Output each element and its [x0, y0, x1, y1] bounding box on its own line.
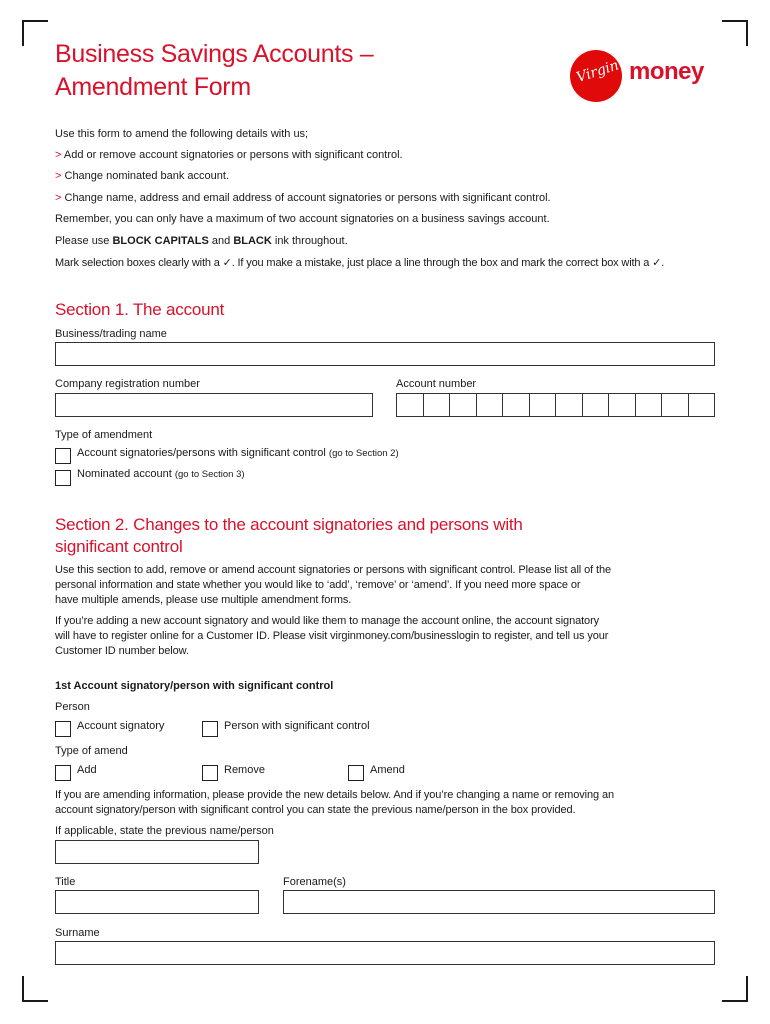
forename-input[interactable] [283, 890, 715, 914]
please-use-text: Please use [55, 235, 113, 247]
crop-mark-bottom-left [22, 976, 48, 1002]
intro-bullet [55, 191, 551, 205]
section-2-heading [55, 514, 523, 558]
business-name-label: Business/trading name [55, 328, 167, 340]
previous-name-label: If applicable, state the previous name/person [55, 825, 274, 837]
company-reg-input[interactable] [55, 393, 373, 417]
intro-mark-instructions [55, 256, 664, 270]
account-number-label: Account number [396, 378, 477, 390]
mark-text: . If you make a mistake, just place a line through the box and mark the correct box with a [231, 257, 653, 269]
account-digit-box[interactable] [583, 394, 610, 416]
checkbox-add[interactable] [55, 765, 71, 781]
section-2-heading-line-1: Section 2. Changes to the account signatories and persons with [55, 515, 523, 534]
bullet-text: Change name, address and email address of account signatories or persons with significant control. [64, 192, 551, 204]
type-of-amend-label: Type of amend [55, 745, 128, 757]
title-input[interactable] [55, 890, 259, 914]
ink-text: ink throughout. [271, 235, 348, 247]
black-text: BLACK [233, 235, 272, 247]
para-line: account signatory/person with significant control you can state the previous name/person in the box provided. [55, 804, 576, 816]
page-title [55, 38, 373, 104]
checkbox-remove[interactable] [202, 765, 218, 781]
option-person-significant-control: Person with significant control [224, 720, 370, 732]
option-account-signatories [77, 446, 399, 461]
intro-please-use [55, 234, 348, 248]
crop-mark-bottom-right [722, 976, 748, 1002]
intro-remember: Remember, you can only have a maximum of two account signatories on a business savings account. [55, 213, 550, 225]
bullet-marker: > [55, 192, 62, 204]
page-title-line-1: Business Savings Accounts – [55, 40, 374, 68]
bullet-text: Change nominated bank account. [64, 170, 230, 182]
section-2-online-info [55, 614, 608, 659]
account-digit-box[interactable] [662, 394, 689, 416]
intro-bullet [55, 148, 403, 162]
option-hint: (go to Section 2) [328, 448, 399, 459]
person-label: Person [55, 701, 90, 713]
surname-label: Surname [55, 927, 100, 939]
mark-text: Mark selection boxes clearly with a [55, 257, 223, 269]
virgin-money-logo [570, 50, 720, 102]
option-label: Nominated account [77, 468, 172, 480]
option-nominated-account [77, 467, 245, 482]
account-digit-box[interactable] [397, 394, 424, 416]
option-hint: (go to Section 3) [174, 469, 245, 480]
para-line: If you are amending information, please provide the new details below. And if you’re changing a name or removing an [55, 789, 615, 801]
bullet-marker: > [55, 170, 62, 182]
intro-bullet [55, 169, 229, 183]
checkbox-nominated-account[interactable] [55, 470, 71, 486]
option-amend: Amend [370, 764, 405, 776]
tick-icon: ✓ [222, 256, 232, 269]
account-digit-box[interactable] [424, 394, 451, 416]
business-name-input[interactable] [55, 342, 715, 366]
option-add: Add [77, 764, 97, 776]
crop-mark-top-left [22, 20, 48, 46]
type-of-amendment-label: Type of amendment [55, 429, 153, 441]
para-line: Use this section to add, remove or amend account signatories or persons with significant control. Please list all of the [55, 564, 612, 576]
logo-script: Virgin [574, 57, 621, 87]
checkbox-amend[interactable] [348, 765, 364, 781]
forename-label: Forename(s) [283, 876, 346, 888]
account-digit-box[interactable] [503, 394, 530, 416]
para-line: personal information and state whether you would like to ‘add’, ‘remove’ or ‘amend’. If you need more space or [55, 579, 581, 591]
option-label: Account signatories/persons with significant control [77, 447, 326, 459]
previous-name-input[interactable] [55, 840, 259, 864]
option-remove: Remove [224, 764, 265, 776]
section-2-intro [55, 563, 611, 608]
first-signatory-heading: 1st Account signatory/person with significant control [55, 680, 334, 692]
para-line: have multiple amends, please use multiple amendment forms. [55, 594, 352, 606]
mark-text: . [661, 257, 665, 269]
and-text: and [208, 235, 234, 247]
account-digit-box[interactable] [609, 394, 636, 416]
crop-mark-top-right [722, 20, 748, 46]
company-reg-label: Company registration number [55, 378, 200, 390]
intro-lead: Use this form to amend the following details with us; [55, 128, 309, 140]
account-digit-box[interactable] [530, 394, 557, 416]
para-line: Customer ID number below. [55, 645, 189, 657]
checkbox-person-significant-control[interactable] [202, 721, 218, 737]
account-digit-box[interactable] [689, 394, 715, 416]
amend-instructions [55, 788, 614, 818]
account-digit-box[interactable] [477, 394, 504, 416]
checkbox-account-signatory[interactable] [55, 721, 71, 737]
surname-input[interactable] [55, 941, 715, 965]
title-label: Title [55, 876, 76, 888]
option-account-signatory: Account signatory [77, 720, 165, 732]
block-capitals: BLOCK CAPITALS [112, 235, 209, 247]
bullet-marker: > [55, 149, 62, 161]
checkbox-account-signatories[interactable] [55, 448, 71, 464]
bullet-text: Add or remove account signatories or persons with significant control. [63, 149, 403, 161]
section-2-heading-line-2: significant control [55, 537, 183, 556]
logo-word: money [629, 58, 704, 85]
account-digit-box[interactable] [636, 394, 663, 416]
para-line: If you’re adding a new account signatory and would like them to manage the account online, the account signatory [55, 615, 600, 627]
account-number-input[interactable] [396, 393, 715, 417]
account-digit-box[interactable] [450, 394, 477, 416]
page-title-line-2: Amendment Form [55, 73, 251, 101]
account-digit-box[interactable] [556, 394, 583, 416]
para-line: will have to register online for a Customer ID. Please visit virginmoney.com/businesslogin to register, and tell us your [55, 630, 609, 642]
tick-icon: ✓ [652, 256, 662, 269]
section-1-heading: Section 1. The account [55, 300, 225, 319]
